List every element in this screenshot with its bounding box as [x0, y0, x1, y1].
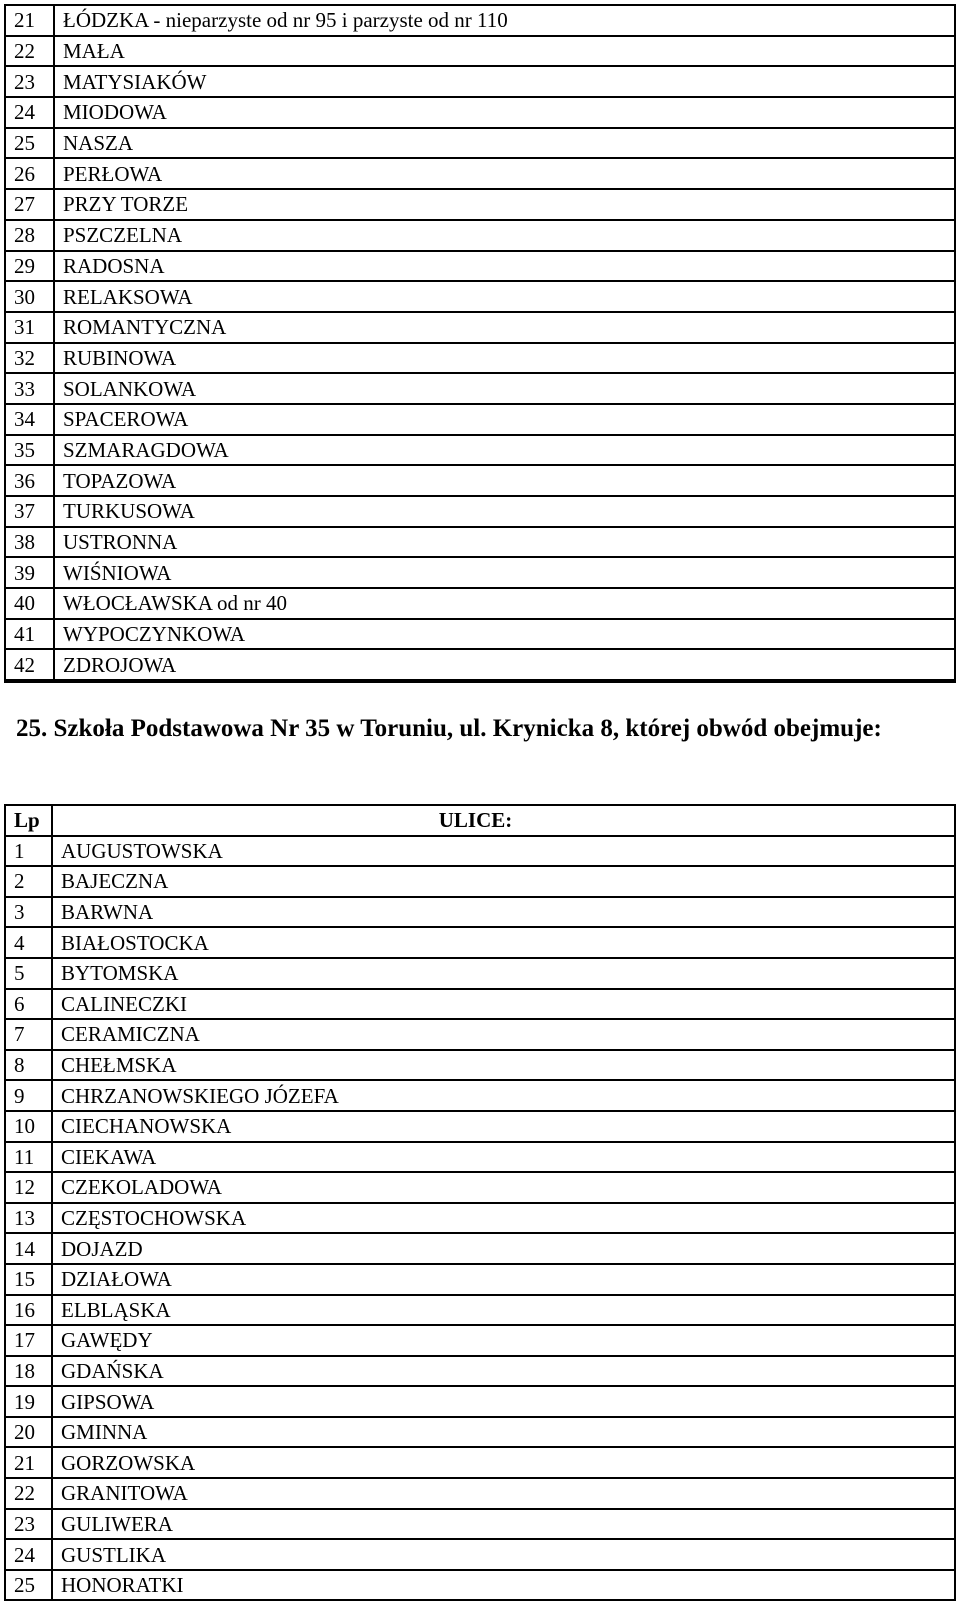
table-row — [5, 1080, 955, 1111]
street-name: MATYSIAKÓW — [54, 66, 955, 97]
table-row — [5, 312, 955, 343]
street-name: SOLANKOWA — [54, 373, 955, 404]
street-name: RADOSNA — [54, 251, 955, 282]
street-name: DOJAZD — [52, 1233, 955, 1264]
row-number: 33 — [5, 373, 54, 404]
row-number: 13 — [5, 1203, 52, 1234]
row-number: 30 — [5, 281, 54, 312]
row-number: 9 — [5, 1080, 52, 1111]
table-row — [5, 465, 955, 496]
table-row — [5, 1386, 955, 1417]
street-name: TURKUSOWA — [54, 496, 955, 527]
row-number: 34 — [5, 404, 54, 435]
row-number: 19 — [5, 1386, 52, 1417]
street-name: WYPOCZYNKOWA — [54, 619, 955, 650]
street-name: RELAKSOWA — [54, 281, 955, 312]
table-row — [5, 189, 955, 220]
table-row — [5, 1539, 955, 1570]
row-number: 6 — [5, 989, 52, 1020]
row-number: 42 — [5, 649, 54, 681]
row-number: 22 — [5, 1478, 52, 1509]
table-row — [5, 1509, 955, 1540]
row-number: 29 — [5, 251, 54, 282]
table-row — [5, 128, 955, 159]
street-name: GORZOWSKA — [52, 1447, 955, 1478]
street-name: CIECHANOWSKA — [52, 1111, 955, 1142]
row-number: 28 — [5, 220, 54, 251]
row-number: 4 — [5, 927, 52, 958]
row-number: 21 — [5, 1447, 52, 1478]
table-row — [5, 220, 955, 251]
street-name: CALINECZKI — [52, 989, 955, 1020]
row-number: 2 — [5, 866, 52, 897]
row-number: 5 — [5, 958, 52, 989]
street-name: CHEŁMSKA — [52, 1050, 955, 1081]
street-name: USTRONNA — [54, 527, 955, 558]
row-number: 35 — [5, 435, 54, 466]
row-number: 1 — [5, 836, 52, 867]
table-row — [5, 5, 955, 36]
row-number: 8 — [5, 1050, 52, 1081]
street-name: DZIAŁOWA — [52, 1264, 955, 1295]
street-name: TOPAZOWA — [54, 465, 955, 496]
table-row — [5, 1233, 955, 1264]
table-row — [5, 1050, 955, 1081]
row-number: 38 — [5, 527, 54, 558]
row-number: 36 — [5, 465, 54, 496]
table-row — [5, 496, 955, 527]
street-name: HONORATKI — [52, 1570, 955, 1601]
street-name: GIPSOWA — [52, 1386, 955, 1417]
street-name: GAWĘDY — [52, 1325, 955, 1356]
table-row — [5, 1019, 955, 1050]
table-row — [5, 343, 955, 374]
table-row — [5, 158, 955, 189]
row-number: 27 — [5, 189, 54, 220]
header-ulice-label: ULICE: — [438, 808, 513, 833]
table-row — [5, 619, 955, 650]
street-name: CHRZANOWSKIEGO JÓZEFA — [52, 1080, 955, 1111]
row-number: 16 — [5, 1295, 52, 1326]
row-number: 15 — [5, 1264, 52, 1295]
table-row — [5, 404, 955, 435]
street-name: WŁOCŁAWSKA od nr 40 — [54, 588, 955, 619]
table-row — [5, 1478, 955, 1509]
table-row — [5, 989, 955, 1020]
section-heading: 25. Szkoła Podstawowa Nr 35 w Toruniu, ul. Krynicka 8, której obwód obejmuje: — [16, 715, 882, 742]
table-row — [5, 36, 955, 67]
table-row — [5, 927, 955, 958]
row-number: 3 — [5, 897, 52, 928]
row-number: 25 — [5, 1570, 52, 1601]
table-row — [5, 1264, 955, 1295]
row-number: 12 — [5, 1172, 52, 1203]
row-number: 20 — [5, 1417, 52, 1448]
street-name: SZMARAGDOWA — [54, 435, 955, 466]
streets-table-body — [5, 5, 955, 681]
table-row — [5, 897, 955, 928]
row-number: 10 — [5, 1111, 52, 1142]
table-row — [5, 1111, 955, 1142]
street-name: ZDROJOWA — [54, 649, 955, 681]
table-row — [5, 866, 955, 897]
table-row — [5, 836, 955, 867]
table-row — [5, 527, 955, 558]
table-row — [5, 66, 955, 97]
table-row — [5, 1295, 955, 1326]
table-row — [5, 1325, 955, 1356]
table-row — [5, 435, 955, 466]
streets-table-continued — [4, 4, 956, 683]
header-ulice — [52, 805, 955, 836]
table-row — [5, 1417, 955, 1448]
row-number: 22 — [5, 36, 54, 67]
table-row — [5, 1172, 955, 1203]
row-number: 25 — [5, 128, 54, 159]
streets-table — [4, 804, 956, 1601]
table-header-row — [5, 805, 955, 836]
table-row — [5, 373, 955, 404]
row-number: 7 — [5, 1019, 52, 1050]
table-row — [5, 1570, 955, 1601]
street-name: BAJECZNA — [52, 866, 955, 897]
row-number: 37 — [5, 496, 54, 527]
street-name: GULIWERA — [52, 1509, 955, 1540]
row-number: 39 — [5, 557, 54, 588]
streets-table-body — [5, 836, 955, 1601]
street-name: AUGUSTOWSKA — [52, 836, 955, 867]
table-row — [5, 1142, 955, 1173]
row-number: 14 — [5, 1233, 52, 1264]
row-number: 17 — [5, 1325, 52, 1356]
street-name: ROMANTYCZNA — [54, 312, 955, 343]
row-number: 11 — [5, 1142, 52, 1173]
street-name: NASZA — [54, 128, 955, 159]
street-name: GRANITOWA — [52, 1478, 955, 1509]
street-name: BARWNA — [52, 897, 955, 928]
row-number: 31 — [5, 312, 54, 343]
street-name: BYTOMSKA — [52, 958, 955, 989]
header-lp: Lp — [5, 805, 52, 836]
street-name: PSZCZELNA — [54, 220, 955, 251]
street-name: RUBINOWA — [54, 343, 955, 374]
table-row — [5, 97, 955, 128]
street-name: GUSTLIKA — [52, 1539, 955, 1570]
street-name: BIAŁOSTOCKA — [52, 927, 955, 958]
street-name: WIŚNIOWA — [54, 557, 955, 588]
row-number: 24 — [5, 97, 54, 128]
table-row — [5, 1203, 955, 1234]
row-number: 24 — [5, 1539, 52, 1570]
street-name: MAŁA — [54, 36, 955, 67]
table-row — [5, 281, 955, 312]
street-name: ELBLĄSKA — [52, 1295, 955, 1326]
street-name: SPACEROWA — [54, 404, 955, 435]
table-row — [5, 958, 955, 989]
table-row — [5, 251, 955, 282]
table-row — [5, 557, 955, 588]
table-row — [5, 1356, 955, 1387]
street-name: PERŁOWA — [54, 158, 955, 189]
table-row — [5, 649, 955, 681]
table-row — [5, 1447, 955, 1478]
street-name: MIODOWA — [54, 97, 955, 128]
row-number: 26 — [5, 158, 54, 189]
row-number: 32 — [5, 343, 54, 374]
street-name: CERAMICZNA — [52, 1019, 955, 1050]
street-name: CIEKAWA — [52, 1142, 955, 1173]
row-number: 18 — [5, 1356, 52, 1387]
street-name: GDAŃSKA — [52, 1356, 955, 1387]
row-number: 23 — [5, 1509, 52, 1540]
street-name: ŁÓDZKA - nieparzyste od nr 95 i parzyste od nr 110 — [54, 5, 955, 36]
row-number: 21 — [5, 5, 54, 36]
row-number: 41 — [5, 619, 54, 650]
street-name: GMINNA — [52, 1417, 955, 1448]
street-name: PRZY TORZE — [54, 189, 955, 220]
street-name: CZEKOLADOWA — [52, 1172, 955, 1203]
row-number: 23 — [5, 66, 54, 97]
row-number: 40 — [5, 588, 54, 619]
street-name: CZĘSTOCHOWSKA — [52, 1203, 955, 1234]
table-row — [5, 588, 955, 619]
